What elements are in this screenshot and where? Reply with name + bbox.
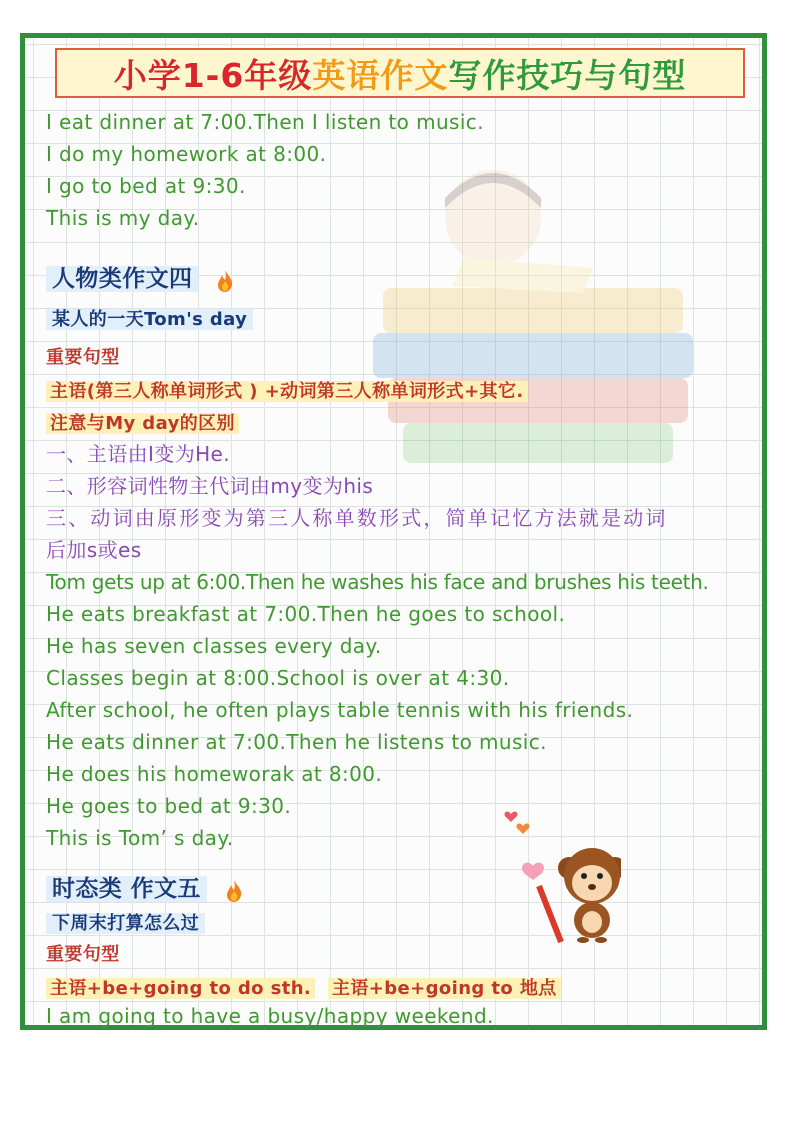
example-line: Tom gets up at 6:00.Then he washes his face and brushes his teeth. [46,570,709,594]
fire-icon [215,269,235,293]
example-line: Classes begin at 8:00.School is over at 4:30. [46,666,510,690]
example-line: He eats dinner at 7:00.Then he listens to music. [46,730,547,754]
monkey-mascot-illustration [503,808,621,943]
intro-line: I go to bed at 9:30. [46,174,246,198]
title-topic: 写作技巧与句型 [448,55,687,95]
worksheet-page [20,33,767,1030]
section4-note-text: 注意与My day的区别 [46,413,239,434]
section5-patterns [46,973,561,1003]
fire-icon [224,879,244,903]
intro-line: I do my homework at 8:00. [46,142,327,166]
section4-subheading-text: 某人的一天Tom's day [46,309,253,330]
rule-line: 一、主语由I变为He. [46,442,230,466]
section4-heading [46,262,235,296]
rule-line: 二、形容词性物主代词由my变为his [46,474,374,498]
example-line: This is Tom’ s day. [46,826,234,850]
section4-pattern-label: 重要句型 [46,347,120,368]
example-line: After school, he often plays table tennis with his friends. [46,698,634,722]
example-line: He has seven classes every day. [46,634,382,658]
intro-line: This is my day. [46,206,200,230]
section4-subheading [46,304,253,334]
section5-pattern-a: 主语+be+going to do sth. [46,978,315,999]
section5-pattern-label: 重要句型 [46,944,120,965]
reading-child-illustration [343,158,723,478]
section4-heading-text: 人物类作文四 [46,266,198,292]
example-line: He does his homeworak at 8:00. [46,762,383,786]
section4-pattern-text: 主语(第三人称单词形式 ) +动词第三人称单词形式+其它. [46,381,528,402]
page-title [55,48,745,98]
rule-line: 后加s或es [46,538,142,562]
intro-line: I eat dinner at 7:00.Then I listen to music. [46,110,484,134]
title-grade: 小学1-6年级 [113,55,313,95]
example-line: He eats breakfast at 7:00.Then he goes to school. [46,602,566,626]
rule-line: 三、动词由原形变为第三人称单数形式，简单记忆方法就是动词 [46,506,668,530]
title-subject: 英语作文 [312,55,449,95]
section5-subheading-text: 下周末打算怎么过 [46,913,205,934]
section5-pattern-b: 主语+be+going to 地点 [328,978,561,999]
section4-note [46,408,239,438]
section5-subheading [46,908,205,938]
section5-heading [46,872,244,906]
example-line: He goes to bed at 9:30. [46,794,292,818]
section5-example: I am going to have a busy/happy weekend. [46,1004,494,1028]
section4-pattern [46,376,528,406]
section5-heading-text: 时态类 作文五 [46,876,207,902]
